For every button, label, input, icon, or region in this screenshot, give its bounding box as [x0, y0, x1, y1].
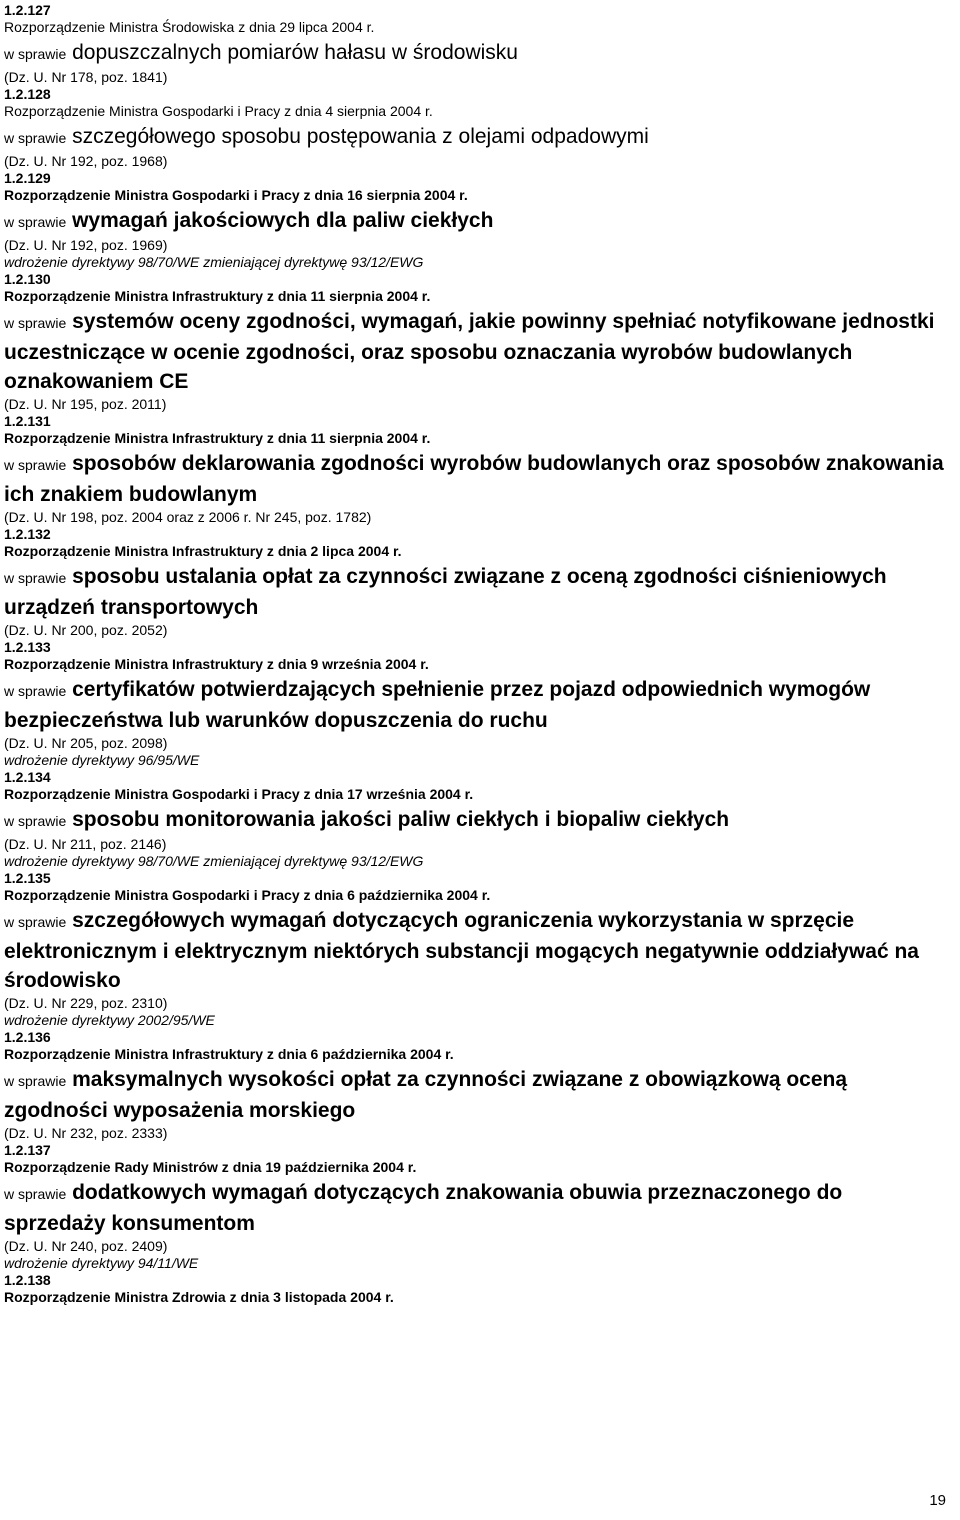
implementation-note: wdrożenie dyrektywy 96/95/WE	[4, 752, 200, 768]
publication-reference: (Dz. U. Nr 200, poz. 2052)	[4, 622, 168, 638]
regulation-title: Rozporządzenie Ministra Infrastruktury z dnia 11 sierpnia 2004 r.	[4, 430, 431, 446]
entry-1-2-129	[4, 170, 948, 271]
entry-number: 1.2.136	[4, 1029, 51, 1045]
regulation-title: Rozporządzenie Rady Ministrów z dnia 19 października 2004 r.	[4, 1159, 417, 1175]
subject-text: szczegółowych wymagań dotyczących ograniczenia wykorzystania w sprzęcie elektronicznym i elektrycznym niektórych substancji mogących negatywnie oddziaływać na środowisko	[4, 909, 919, 992]
regulation-title: Rozporządzenie Ministra Infrastruktury z dnia 2 lipca 2004 r.	[4, 543, 402, 559]
entry-number: 1.2.133	[4, 639, 51, 655]
subject-text: certyfikatów potwierdzających spełnienie przez pojazd odpowiednich wymogów bezpieczeństwa lub warunków dopuszczenia do ruchu	[4, 678, 871, 732]
implementation-note: wdrożenie dyrektywy 98/70/WE zmieniającej dyrektywę 93/12/EWG	[4, 254, 424, 270]
subject-text: wymagań jakościowych dla paliw ciekłych	[72, 209, 494, 232]
implementation-note: wdrożenie dyrektywy 2002/95/WE	[4, 1012, 215, 1028]
document-body	[4, 2, 948, 1306]
regulation-subject	[4, 805, 948, 836]
subject-prefix: w sprawie	[4, 683, 67, 699]
regulation-subject	[4, 906, 948, 995]
publication-reference: (Dz. U. Nr 192, poz. 1968)	[4, 153, 168, 169]
subject-prefix: w sprawie	[4, 1073, 67, 1089]
implementation-note: wdrożenie dyrektywy 98/70/WE zmieniającej dyrektywę 93/12/EWG	[4, 853, 424, 869]
regulation-title: Rozporządzenie Ministra Infrastruktury z dnia 6 października 2004 r.	[4, 1046, 454, 1062]
entry-1-2-133	[4, 639, 948, 769]
subject-prefix: w sprawie	[4, 914, 67, 930]
subject-prefix: w sprawie	[4, 315, 67, 331]
subject-prefix: w sprawie	[4, 813, 67, 829]
regulation-subject	[4, 449, 948, 509]
regulation-subject	[4, 562, 948, 622]
subject-text: sposobu monitorowania jakości paliw ciekłych i biopaliw ciekłych	[72, 808, 730, 831]
publication-reference: (Dz. U. Nr 232, poz. 2333)	[4, 1125, 168, 1141]
subject-prefix: w sprawie	[4, 130, 67, 146]
regulation-subject	[4, 1065, 948, 1125]
entry-number: 1.2.130	[4, 271, 51, 287]
entry-1-2-127	[4, 2, 948, 86]
regulation-title: Rozporządzenie Ministra Gospodarki i Pracy z dnia 6 października 2004 r.	[4, 887, 491, 903]
regulation-title: Rozporządzenie Ministra Środowiska z dnia 29 lipca 2004 r.	[4, 19, 375, 35]
entry-1-2-130	[4, 271, 948, 413]
regulation-subject	[4, 38, 948, 69]
regulation-title: Rozporządzenie Ministra Infrastruktury z dnia 9 września 2004 r.	[4, 656, 429, 672]
entry-1-2-137	[4, 1142, 948, 1272]
regulation-subject	[4, 122, 948, 153]
subject-text: dodatkowych wymagań dotyczących znakowania obuwia przeznaczonego do sprzedaży konsumentom	[4, 1181, 843, 1235]
subject-text: dopuszczalnych pomiarów hałasu w środowisku	[72, 41, 518, 64]
entry-number: 1.2.137	[4, 1142, 51, 1158]
publication-reference: (Dz. U. Nr 195, poz. 2011)	[4, 396, 167, 412]
entry-number: 1.2.127	[4, 2, 51, 18]
regulation-title: Rozporządzenie Ministra Gospodarki i Pracy z dnia 4 sierpnia 2004 r.	[4, 103, 433, 119]
publication-reference: (Dz. U. Nr 198, poz. 2004 oraz z 2006 r. Nr 245, poz. 1782)	[4, 509, 372, 525]
publication-reference: (Dz. U. Nr 192, poz. 1969)	[4, 237, 168, 253]
regulation-subject	[4, 675, 948, 735]
page-number: 19	[929, 1492, 946, 1509]
publication-reference: (Dz. U. Nr 211, poz. 2146)	[4, 836, 167, 852]
publication-reference: (Dz. U. Nr 205, poz. 2098)	[4, 735, 168, 751]
publication-reference: (Dz. U. Nr 178, poz. 1841)	[4, 69, 168, 85]
entry-number: 1.2.138	[4, 1272, 51, 1288]
entry-1-2-135	[4, 870, 948, 1029]
subject-prefix: w sprawie	[4, 1186, 67, 1202]
regulation-subject	[4, 206, 948, 237]
regulation-title: Rozporządzenie Ministra Gospodarki i Pracy z dnia 17 września 2004 r.	[4, 786, 474, 802]
regulation-subject	[4, 1178, 948, 1238]
implementation-note: wdrożenie dyrektywy 94/11/WE	[4, 1255, 199, 1271]
regulation-title: Rozporządzenie Ministra Zdrowia z dnia 3 listopada 2004 r.	[4, 1289, 394, 1305]
regulation-title: Rozporządzenie Ministra Gospodarki i Pracy z dnia 16 sierpnia 2004 r.	[4, 187, 468, 203]
subject-text: sposobu ustalania opłat za czynności związane z oceną zgodności ciśnieniowych urządzeń transportowych	[4, 565, 887, 619]
subject-prefix: w sprawie	[4, 46, 67, 62]
subject-text: systemów oceny zgodności, wymagań, jakie powinny spełniać notyfikowane jednostki uczestniczące w ocenie zgodności, oraz sposobu oznaczania wyrobów budowlanych oznakowaniem CE	[4, 310, 935, 393]
entry-number: 1.2.132	[4, 526, 51, 542]
entry-number: 1.2.128	[4, 86, 51, 102]
subject-text: szczegółowego sposobu postępowania z olejami odpadowymi	[72, 125, 649, 148]
regulation-title: Rozporządzenie Ministra Infrastruktury z dnia 11 sierpnia 2004 r.	[4, 288, 431, 304]
subject-text: maksymalnych wysokości opłat za czynności związane z obowiązkową oceną zgodności wyposażenia morskiego	[4, 1068, 848, 1122]
subject-prefix: w sprawie	[4, 570, 67, 586]
entry-1-2-131	[4, 413, 948, 526]
publication-reference: (Dz. U. Nr 229, poz. 2310)	[4, 995, 168, 1011]
entry-1-2-132	[4, 526, 948, 639]
subject-text: sposobów deklarowania zgodności wyrobów budowlanych oraz sposobów znakowania ich znakiem budowlanym	[4, 452, 944, 506]
entry-number: 1.2.135	[4, 870, 51, 886]
regulation-subject	[4, 307, 948, 396]
entry-1-2-134	[4, 769, 948, 870]
entry-1-2-136	[4, 1029, 948, 1142]
publication-reference: (Dz. U. Nr 240, poz. 2409)	[4, 1238, 168, 1254]
entry-1-2-128	[4, 86, 948, 170]
entry-1-2-138	[4, 1272, 948, 1306]
subject-prefix: w sprawie	[4, 214, 67, 230]
entry-number: 1.2.134	[4, 769, 51, 785]
entry-number: 1.2.131	[4, 413, 51, 429]
entry-number: 1.2.129	[4, 170, 51, 186]
subject-prefix: w sprawie	[4, 457, 67, 473]
